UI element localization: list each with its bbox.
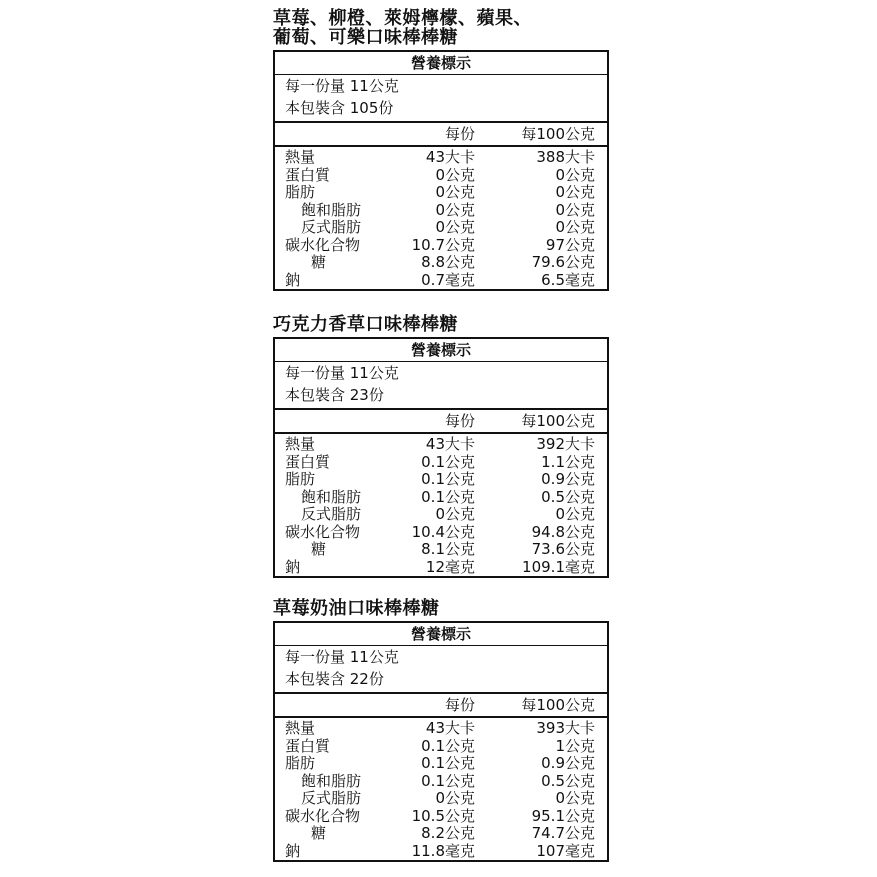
nutrient-row <box>275 524 607 542</box>
product-section-1 <box>273 8 607 289</box>
product-title <box>273 9 607 47</box>
serving-info <box>275 362 607 410</box>
nutrient-name: 飽和脂肪 <box>301 487 362 506</box>
nutrient-row <box>275 843 607 861</box>
col-per-100g: 每100公克 <box>521 696 595 714</box>
nutrient-name: 碳水化合物 <box>285 235 361 254</box>
nutrient-row <box>275 436 607 454</box>
servings-per-pack: 本包裝含 23份 <box>285 386 384 404</box>
nutrient-name: 熱量 <box>285 148 316 166</box>
value-per-100g: 109.1毫克 <box>522 557 595 576</box>
nutrient-name: 糖 <box>311 540 327 558</box>
serving-info <box>275 646 607 694</box>
nutrient-row <box>275 454 607 472</box>
value-per-100g: 0公克 <box>555 183 595 201</box>
product-title-line: 草莓、柳橙、萊姆檸檬、蘋果、 <box>273 8 532 29</box>
value-per-serving: 8.1公克 <box>421 540 475 558</box>
value-per-serving: 0.1公克 <box>421 487 475 506</box>
value-per-serving: 0公克 <box>435 789 475 807</box>
nutrient-row <box>275 471 607 489</box>
value-per-serving: 0.1公克 <box>421 452 475 471</box>
col-per-serving: 每份 <box>444 125 475 143</box>
value-per-100g: 0公克 <box>555 200 595 219</box>
nutrient-row <box>275 167 607 185</box>
nutrient-name: 蛋白質 <box>285 736 331 755</box>
nutrient-name: 反式脂肪 <box>301 218 362 236</box>
value-per-serving: 43大卡 <box>425 435 475 453</box>
value-per-serving: 0.1公克 <box>421 736 475 755</box>
serving-size: 每一份量 11公克 <box>285 648 399 666</box>
value-per-100g: 0公克 <box>555 165 595 184</box>
nutrient-name: 反式脂肪 <box>301 789 362 807</box>
value-per-100g: 107毫克 <box>536 841 595 860</box>
value-per-serving: 10.5公克 <box>411 806 475 825</box>
nutrient-row <box>275 790 607 808</box>
value-per-serving: 10.4公克 <box>411 522 475 541</box>
nutrition-label <box>273 337 609 578</box>
serving-size: 每一份量 11公克 <box>285 364 399 382</box>
product-section-2 <box>273 314 607 576</box>
column-header-row <box>275 123 607 147</box>
nutrient-name: 碳水化合物 <box>285 806 361 825</box>
nutrient-name: 蛋白質 <box>285 165 331 184</box>
nutrient-name: 飽和脂肪 <box>301 771 362 790</box>
value-per-serving: 0公克 <box>435 165 475 184</box>
product-title-line: 草莓奶油口味棒棒糖 <box>273 598 440 619</box>
value-per-serving: 8.2公克 <box>421 824 475 842</box>
nutrient-name: 蛋白質 <box>285 452 331 471</box>
nutrient-row <box>275 720 607 738</box>
nutrient-row <box>275 219 607 237</box>
nutrition-label <box>273 621 609 862</box>
serving-size: 每一份量 11公克 <box>285 77 399 95</box>
value-per-100g: 392大卡 <box>536 435 595 453</box>
nutrient-row <box>275 541 607 559</box>
nutrient-row <box>275 825 607 843</box>
label-header: 營養標示 <box>275 52 607 75</box>
product-title <box>273 315 607 334</box>
nutrient-rows <box>275 147 607 289</box>
value-per-serving: 0公克 <box>435 218 475 236</box>
col-per-serving: 每份 <box>444 412 475 430</box>
nutrient-row <box>275 272 607 290</box>
col-per-100g: 每100公克 <box>521 412 595 430</box>
value-per-100g: 6.5毫克 <box>541 270 595 289</box>
column-header-row <box>275 410 607 434</box>
product-title-line: 葡萄、可樂口味棒棒糖 <box>273 27 458 48</box>
serving-info <box>275 75 607 123</box>
value-per-100g: 74.7公克 <box>531 824 595 842</box>
nutrient-name: 反式脂肪 <box>301 505 362 523</box>
value-per-100g: 0.5公克 <box>541 487 595 506</box>
nutrient-row <box>275 559 607 577</box>
column-header-row <box>275 694 607 718</box>
servings-per-pack: 本包裝含 105份 <box>285 99 394 117</box>
value-per-100g: 0.9公克 <box>541 470 595 488</box>
value-per-100g: 73.6公克 <box>531 540 595 558</box>
nutrient-name: 鈉 <box>285 557 301 576</box>
value-per-serving: 11.8毫克 <box>411 841 475 860</box>
nutrient-rows <box>275 718 607 860</box>
value-per-serving: 0.1公克 <box>421 754 475 772</box>
value-per-100g: 388大卡 <box>536 148 595 166</box>
label-header: 營養標示 <box>275 623 607 646</box>
value-per-100g: 97公克 <box>545 235 595 254</box>
nutrient-name: 飽和脂肪 <box>301 200 362 219</box>
nutrient-row <box>275 149 607 167</box>
col-per-100g: 每100公克 <box>521 125 595 143</box>
nutrient-row <box>275 184 607 202</box>
nutrient-name: 熱量 <box>285 719 316 737</box>
nutrient-name: 糖 <box>311 824 327 842</box>
value-per-100g: 0公克 <box>555 789 595 807</box>
nutrient-name: 糖 <box>311 253 327 271</box>
value-per-100g: 1.1公克 <box>541 452 595 471</box>
value-per-serving: 0.1公克 <box>421 771 475 790</box>
nutrient-row <box>275 808 607 826</box>
value-per-serving: 0公克 <box>435 505 475 523</box>
nutrient-row <box>275 254 607 272</box>
nutrition-label <box>273 50 609 291</box>
value-per-100g: 79.6公克 <box>531 253 595 271</box>
product-title <box>273 599 607 618</box>
servings-per-pack: 本包裝含 22份 <box>285 670 384 688</box>
product-section-3 <box>273 598 607 860</box>
nutrient-name: 脂肪 <box>285 754 316 772</box>
value-per-100g: 0公克 <box>555 505 595 523</box>
nutrient-row <box>275 506 607 524</box>
nutrient-row <box>275 738 607 756</box>
nutrient-row <box>275 773 607 791</box>
col-per-serving: 每份 <box>444 696 475 714</box>
value-per-serving: 43大卡 <box>425 148 475 166</box>
nutrient-row <box>275 237 607 255</box>
nutrient-name: 鈉 <box>285 841 301 860</box>
value-per-100g: 393大卡 <box>536 719 595 737</box>
value-per-serving: 12毫克 <box>425 557 475 576</box>
nutrient-name: 碳水化合物 <box>285 522 361 541</box>
value-per-100g: 94.8公克 <box>531 522 595 541</box>
product-title-line: 巧克力香草口味棒棒糖 <box>273 314 458 335</box>
value-per-100g: 0.9公克 <box>541 754 595 772</box>
value-per-serving: 0.1公克 <box>421 470 475 488</box>
value-per-serving: 10.7公克 <box>411 235 475 254</box>
value-per-serving: 0公克 <box>435 183 475 201</box>
nutrient-name: 脂肪 <box>285 470 316 488</box>
value-per-serving: 8.8公克 <box>421 253 475 271</box>
value-per-100g: 0公克 <box>555 218 595 236</box>
value-per-serving: 0公克 <box>435 200 475 219</box>
nutrient-row <box>275 489 607 507</box>
value-per-100g: 95.1公克 <box>531 806 595 825</box>
value-per-100g: 1公克 <box>555 736 595 755</box>
nutrient-name: 脂肪 <box>285 183 316 201</box>
nutrient-rows <box>275 434 607 576</box>
nutrient-row <box>275 202 607 220</box>
nutrient-name: 鈉 <box>285 270 301 289</box>
label-header: 營養標示 <box>275 339 607 362</box>
value-per-serving: 43大卡 <box>425 719 475 737</box>
nutrient-row <box>275 755 607 773</box>
value-per-serving: 0.7毫克 <box>421 270 475 289</box>
nutrient-name: 熱量 <box>285 435 316 453</box>
value-per-100g: 0.5公克 <box>541 771 595 790</box>
